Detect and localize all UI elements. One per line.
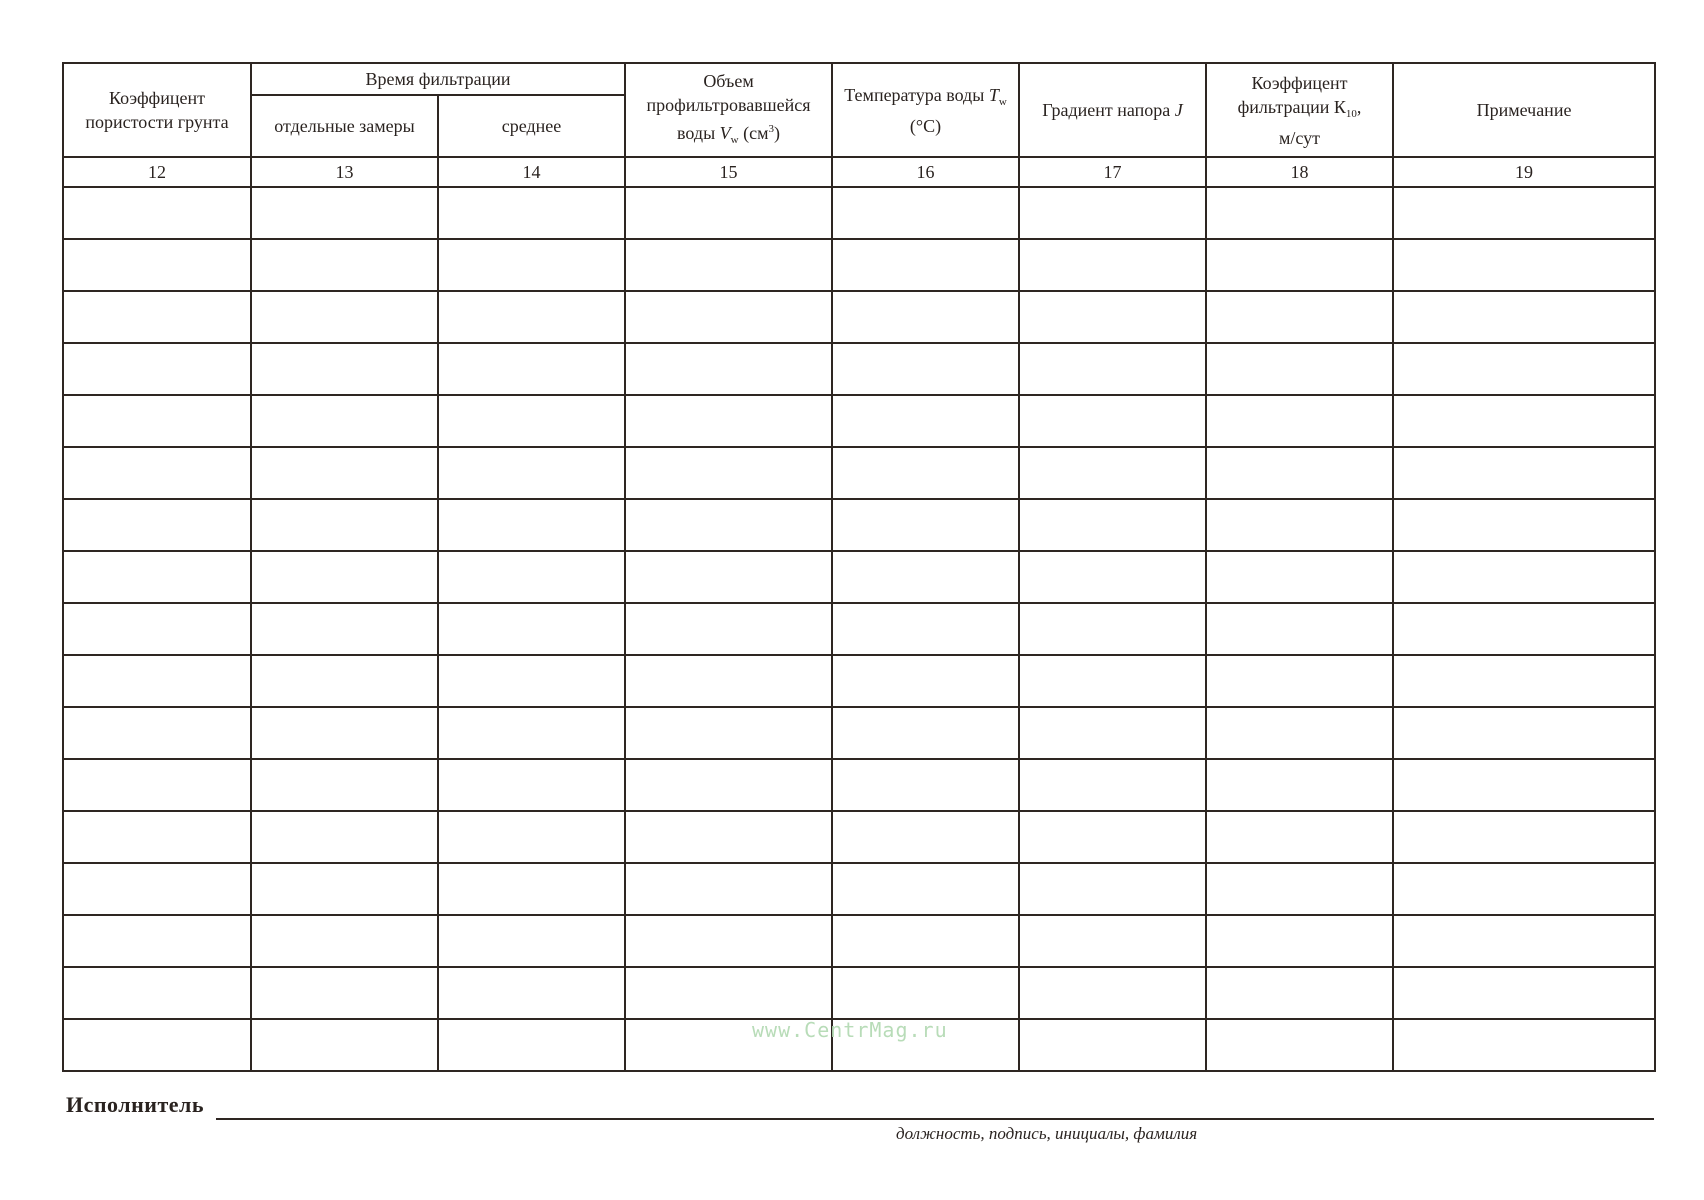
table-cell[interactable] bbox=[1393, 863, 1655, 915]
table-cell[interactable] bbox=[625, 343, 832, 395]
column-number: 16 bbox=[832, 157, 1019, 187]
table-cell[interactable] bbox=[832, 811, 1019, 863]
table-row bbox=[63, 499, 1655, 551]
table-cell[interactable] bbox=[63, 863, 251, 915]
table-cell[interactable] bbox=[625, 239, 832, 291]
table-cell[interactable] bbox=[1393, 759, 1655, 811]
table-cell[interactable] bbox=[1019, 759, 1206, 811]
table-cell[interactable] bbox=[1393, 655, 1655, 707]
table-cell[interactable] bbox=[438, 915, 625, 967]
table-cell[interactable] bbox=[63, 187, 251, 239]
table-cell[interactable] bbox=[832, 915, 1019, 967]
column-number: 15 bbox=[625, 157, 832, 187]
form-sheet bbox=[62, 62, 1654, 1072]
table-row bbox=[63, 915, 1655, 967]
table-cell[interactable] bbox=[1206, 707, 1393, 759]
table-cell[interactable] bbox=[1393, 239, 1655, 291]
table-cell[interactable] bbox=[1019, 187, 1206, 239]
table-cell[interactable] bbox=[1019, 811, 1206, 863]
table-cell[interactable] bbox=[1019, 967, 1206, 1019]
table-cell[interactable] bbox=[1019, 343, 1206, 395]
table-cell[interactable] bbox=[251, 499, 438, 551]
table-cell[interactable] bbox=[251, 759, 438, 811]
table-cell[interactable] bbox=[625, 447, 832, 499]
column-number-row bbox=[63, 157, 1655, 187]
table-cell[interactable] bbox=[438, 239, 625, 291]
table-cell[interactable] bbox=[438, 759, 625, 811]
table-cell[interactable] bbox=[1019, 603, 1206, 655]
table-cell[interactable] bbox=[63, 291, 251, 343]
table-cell[interactable] bbox=[625, 291, 832, 343]
table-cell[interactable] bbox=[625, 863, 832, 915]
table-cell[interactable] bbox=[438, 551, 625, 603]
table-cell[interactable] bbox=[832, 239, 1019, 291]
header-col-14: среднее bbox=[438, 95, 625, 157]
table-cell[interactable] bbox=[438, 811, 625, 863]
table-cell[interactable] bbox=[1393, 187, 1655, 239]
table-cell[interactable] bbox=[63, 239, 251, 291]
header-col-16: Температура воды $T_w$ (°С) bbox=[832, 63, 1019, 157]
header-group-time: Время фильтрации bbox=[251, 63, 625, 95]
table-cell[interactable] bbox=[251, 967, 438, 1019]
table-cell[interactable] bbox=[625, 603, 832, 655]
table-cell[interactable] bbox=[832, 291, 1019, 343]
table-cell[interactable] bbox=[1206, 499, 1393, 551]
watermark: www.CentrMag.ru bbox=[752, 1018, 948, 1042]
table-row bbox=[63, 239, 1655, 291]
table-cell[interactable] bbox=[1019, 551, 1206, 603]
header-col-19: Примечание bbox=[1393, 63, 1655, 157]
table-cell[interactable] bbox=[832, 707, 1019, 759]
table-cell[interactable] bbox=[1206, 343, 1393, 395]
table-row bbox=[63, 187, 1655, 239]
table-cell[interactable] bbox=[1393, 447, 1655, 499]
table-cell[interactable] bbox=[63, 707, 251, 759]
table-row bbox=[63, 707, 1655, 759]
table-cell[interactable] bbox=[438, 291, 625, 343]
column-number: 14 bbox=[438, 157, 625, 187]
column-number: 18 bbox=[1206, 157, 1393, 187]
table-cell[interactable] bbox=[1206, 863, 1393, 915]
table-cell[interactable] bbox=[1206, 447, 1393, 499]
table-cell[interactable] bbox=[251, 187, 438, 239]
table-row bbox=[63, 291, 1655, 343]
table-cell[interactable] bbox=[63, 811, 251, 863]
table-cell[interactable] bbox=[63, 655, 251, 707]
table-cell[interactable] bbox=[832, 395, 1019, 447]
table-cell[interactable] bbox=[1393, 1019, 1655, 1071]
table-cell[interactable] bbox=[1019, 655, 1206, 707]
table-cell[interactable] bbox=[1206, 395, 1393, 447]
table-row bbox=[63, 603, 1655, 655]
table-cell[interactable] bbox=[251, 239, 438, 291]
table-cell[interactable] bbox=[1019, 707, 1206, 759]
table-row bbox=[63, 447, 1655, 499]
table-cell[interactable] bbox=[438, 707, 625, 759]
table-cell[interactable] bbox=[1206, 239, 1393, 291]
table-cell[interactable] bbox=[1393, 551, 1655, 603]
header-col-18: Коэффицент фильтрации $К_{10}$, м/сут bbox=[1206, 63, 1393, 157]
table-cell[interactable] bbox=[1393, 395, 1655, 447]
table-cell[interactable] bbox=[832, 187, 1019, 239]
table-cell[interactable] bbox=[251, 1019, 438, 1071]
table-cell[interactable] bbox=[438, 447, 625, 499]
table-row bbox=[63, 863, 1655, 915]
table-cell[interactable] bbox=[438, 395, 625, 447]
table-cell[interactable] bbox=[625, 655, 832, 707]
table-cell[interactable] bbox=[251, 343, 438, 395]
header-col-15: Объем профильтровавшейся воды $V_w$ $(см^3)$ bbox=[625, 63, 832, 157]
table-cell[interactable] bbox=[625, 499, 832, 551]
table-cell[interactable] bbox=[251, 551, 438, 603]
table-cell[interactable] bbox=[625, 707, 832, 759]
table-cell[interactable] bbox=[832, 343, 1019, 395]
table-cell[interactable] bbox=[438, 655, 625, 707]
table-cell[interactable] bbox=[1393, 499, 1655, 551]
table-cell[interactable] bbox=[1206, 811, 1393, 863]
table-cell[interactable] bbox=[1019, 239, 1206, 291]
table-cell[interactable] bbox=[1393, 811, 1655, 863]
table-cell[interactable] bbox=[438, 1019, 625, 1071]
header-col-17: Градиент напора J bbox=[1019, 63, 1206, 157]
table-cell[interactable] bbox=[625, 915, 832, 967]
table-cell[interactable] bbox=[438, 967, 625, 1019]
table-cell[interactable] bbox=[1019, 1019, 1206, 1071]
table-cell[interactable] bbox=[832, 499, 1019, 551]
table-cell[interactable] bbox=[251, 655, 438, 707]
table-cell[interactable] bbox=[832, 863, 1019, 915]
table-cell[interactable] bbox=[63, 447, 251, 499]
table-cell[interactable] bbox=[438, 187, 625, 239]
table-cell[interactable] bbox=[63, 915, 251, 967]
table-cell[interactable] bbox=[1206, 603, 1393, 655]
table-cell[interactable] bbox=[251, 395, 438, 447]
filtration-table bbox=[62, 62, 1656, 1072]
signature-footer bbox=[66, 1092, 1654, 1152]
table-cell[interactable] bbox=[625, 759, 832, 811]
table-cell[interactable] bbox=[438, 603, 625, 655]
table-cell[interactable] bbox=[625, 811, 832, 863]
table-cell[interactable] bbox=[63, 343, 251, 395]
table-cell[interactable] bbox=[625, 967, 832, 1019]
table-cell[interactable] bbox=[832, 603, 1019, 655]
header-col-12: Коэффицент пористости грунта bbox=[63, 63, 251, 157]
table-cell[interactable] bbox=[251, 915, 438, 967]
table-cell[interactable] bbox=[1393, 915, 1655, 967]
table-row bbox=[63, 395, 1655, 447]
table-cell[interactable] bbox=[63, 1019, 251, 1071]
signature-line[interactable] bbox=[216, 1118, 1654, 1120]
table-cell[interactable] bbox=[1393, 707, 1655, 759]
table-cell[interactable] bbox=[438, 343, 625, 395]
table-row bbox=[63, 759, 1655, 811]
table-cell[interactable] bbox=[1019, 447, 1206, 499]
column-number: 13 bbox=[251, 157, 438, 187]
table-cell[interactable] bbox=[63, 759, 251, 811]
table-cell[interactable] bbox=[1019, 395, 1206, 447]
table-row bbox=[63, 343, 1655, 395]
table-cell[interactable] bbox=[251, 291, 438, 343]
table-cell[interactable] bbox=[251, 447, 438, 499]
table-row bbox=[63, 551, 1655, 603]
table-cell[interactable] bbox=[832, 655, 1019, 707]
table-cell[interactable] bbox=[625, 187, 832, 239]
signature-hint: должность, подпись, инициалы, фамилия bbox=[896, 1124, 1198, 1143]
table-cell[interactable] bbox=[625, 395, 832, 447]
table-cell[interactable] bbox=[1019, 291, 1206, 343]
table-cell[interactable] bbox=[1206, 187, 1393, 239]
table-cell[interactable] bbox=[63, 395, 251, 447]
table-cell[interactable] bbox=[1206, 551, 1393, 603]
table-cell[interactable] bbox=[1206, 759, 1393, 811]
table-cell[interactable] bbox=[832, 447, 1019, 499]
column-number: 17 bbox=[1019, 157, 1206, 187]
table-cell[interactable] bbox=[1206, 967, 1393, 1019]
table-cell[interactable] bbox=[251, 707, 438, 759]
table-cell[interactable] bbox=[1206, 915, 1393, 967]
table-cell[interactable] bbox=[832, 967, 1019, 1019]
table-cell[interactable] bbox=[63, 603, 251, 655]
table-row bbox=[63, 655, 1655, 707]
table-cell[interactable] bbox=[625, 551, 832, 603]
table-cell[interactable] bbox=[251, 603, 438, 655]
table-cell[interactable] bbox=[438, 863, 625, 915]
table-cell[interactable] bbox=[1206, 291, 1393, 343]
performer-label: Исполнитель bbox=[66, 1092, 205, 1117]
table-cell[interactable] bbox=[1393, 967, 1655, 1019]
table-cell[interactable] bbox=[63, 499, 251, 551]
table-cell[interactable] bbox=[63, 967, 251, 1019]
header-col-13: отдельные замеры bbox=[251, 95, 438, 157]
header-row-top bbox=[63, 63, 1655, 95]
table-cell[interactable] bbox=[1019, 915, 1206, 967]
table-cell[interactable] bbox=[63, 551, 251, 603]
table-cell[interactable] bbox=[832, 759, 1019, 811]
table-cell[interactable] bbox=[1393, 603, 1655, 655]
table-cell[interactable] bbox=[1393, 343, 1655, 395]
table-cell[interactable] bbox=[1206, 655, 1393, 707]
column-number: 19 bbox=[1393, 157, 1655, 187]
column-number: 12 bbox=[63, 157, 251, 187]
table-cell[interactable] bbox=[251, 863, 438, 915]
table-cell[interactable] bbox=[832, 551, 1019, 603]
table-row bbox=[63, 967, 1655, 1019]
table-cell[interactable] bbox=[1019, 499, 1206, 551]
table-cell[interactable] bbox=[1019, 863, 1206, 915]
table-row bbox=[63, 811, 1655, 863]
table-cell[interactable] bbox=[1393, 291, 1655, 343]
table-cell[interactable] bbox=[1206, 1019, 1393, 1071]
table-cell[interactable] bbox=[438, 499, 625, 551]
table-cell[interactable] bbox=[251, 811, 438, 863]
